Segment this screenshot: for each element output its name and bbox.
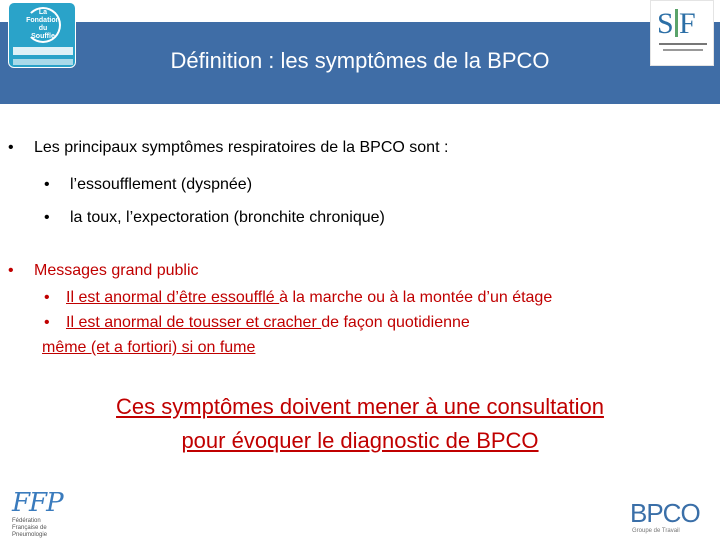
bullet-icon: •: [44, 289, 50, 306]
bullet-icon: •: [8, 262, 14, 279]
bullet-icon: •: [44, 314, 50, 331]
slide-title: Définition : les symptômes de la BPCO: [170, 48, 550, 73]
ffp-logo-letters: FFP: [12, 488, 63, 518]
bpco-logo-letters: BPCO: [630, 498, 700, 528]
message-smoker-note: même (et a fortiori) si on fume: [42, 339, 256, 356]
conclusion-line-2: pour évoquer le diagnostic de BPCO: [181, 428, 539, 453]
bullet-symptoms-intro: Les principaux symptômes respiratoires de la BPCO sont :: [34, 139, 449, 156]
ffp-logo: [10, 488, 62, 540]
bpco-logo-subtitle: Groupe de Travail: [632, 528, 680, 534]
message-cough-emphasis: Il est anormal de tousser et cracher: [66, 314, 322, 331]
bullet-public-messages: Messages grand public: [34, 262, 199, 279]
symptom-dyspnea: l’essoufflement (dyspnée): [70, 176, 253, 193]
symptom-cough: la toux, l’expectoration (bronchite chronique): [70, 209, 385, 226]
message-breathlessness-rest: à la marche ou à la montée d’un étage: [279, 289, 553, 306]
bpco-group-logo: [630, 498, 710, 538]
bullet-icon: •: [8, 139, 14, 156]
svg-text:S: S: [657, 7, 674, 40]
logo-wordmark: La Fondation du Souffle: [26, 9, 60, 40]
bullet-icon: •: [44, 209, 50, 226]
conclusion-line-1: Ces symptômes doivent mener à une consultation: [116, 394, 604, 419]
ffp-logo-subtitle: Fédération Française de Pneumologie: [12, 518, 48, 538]
message-cough-rest: de façon quotidienne: [321, 314, 470, 331]
message-cough: [66, 314, 470, 332]
message-breathlessness-emphasis: Il est anormal d’être essoufflé: [66, 289, 280, 306]
message-breathlessness: [66, 289, 552, 307]
bullet-icon: •: [44, 176, 50, 193]
svg-text:F: F: [679, 7, 696, 40]
